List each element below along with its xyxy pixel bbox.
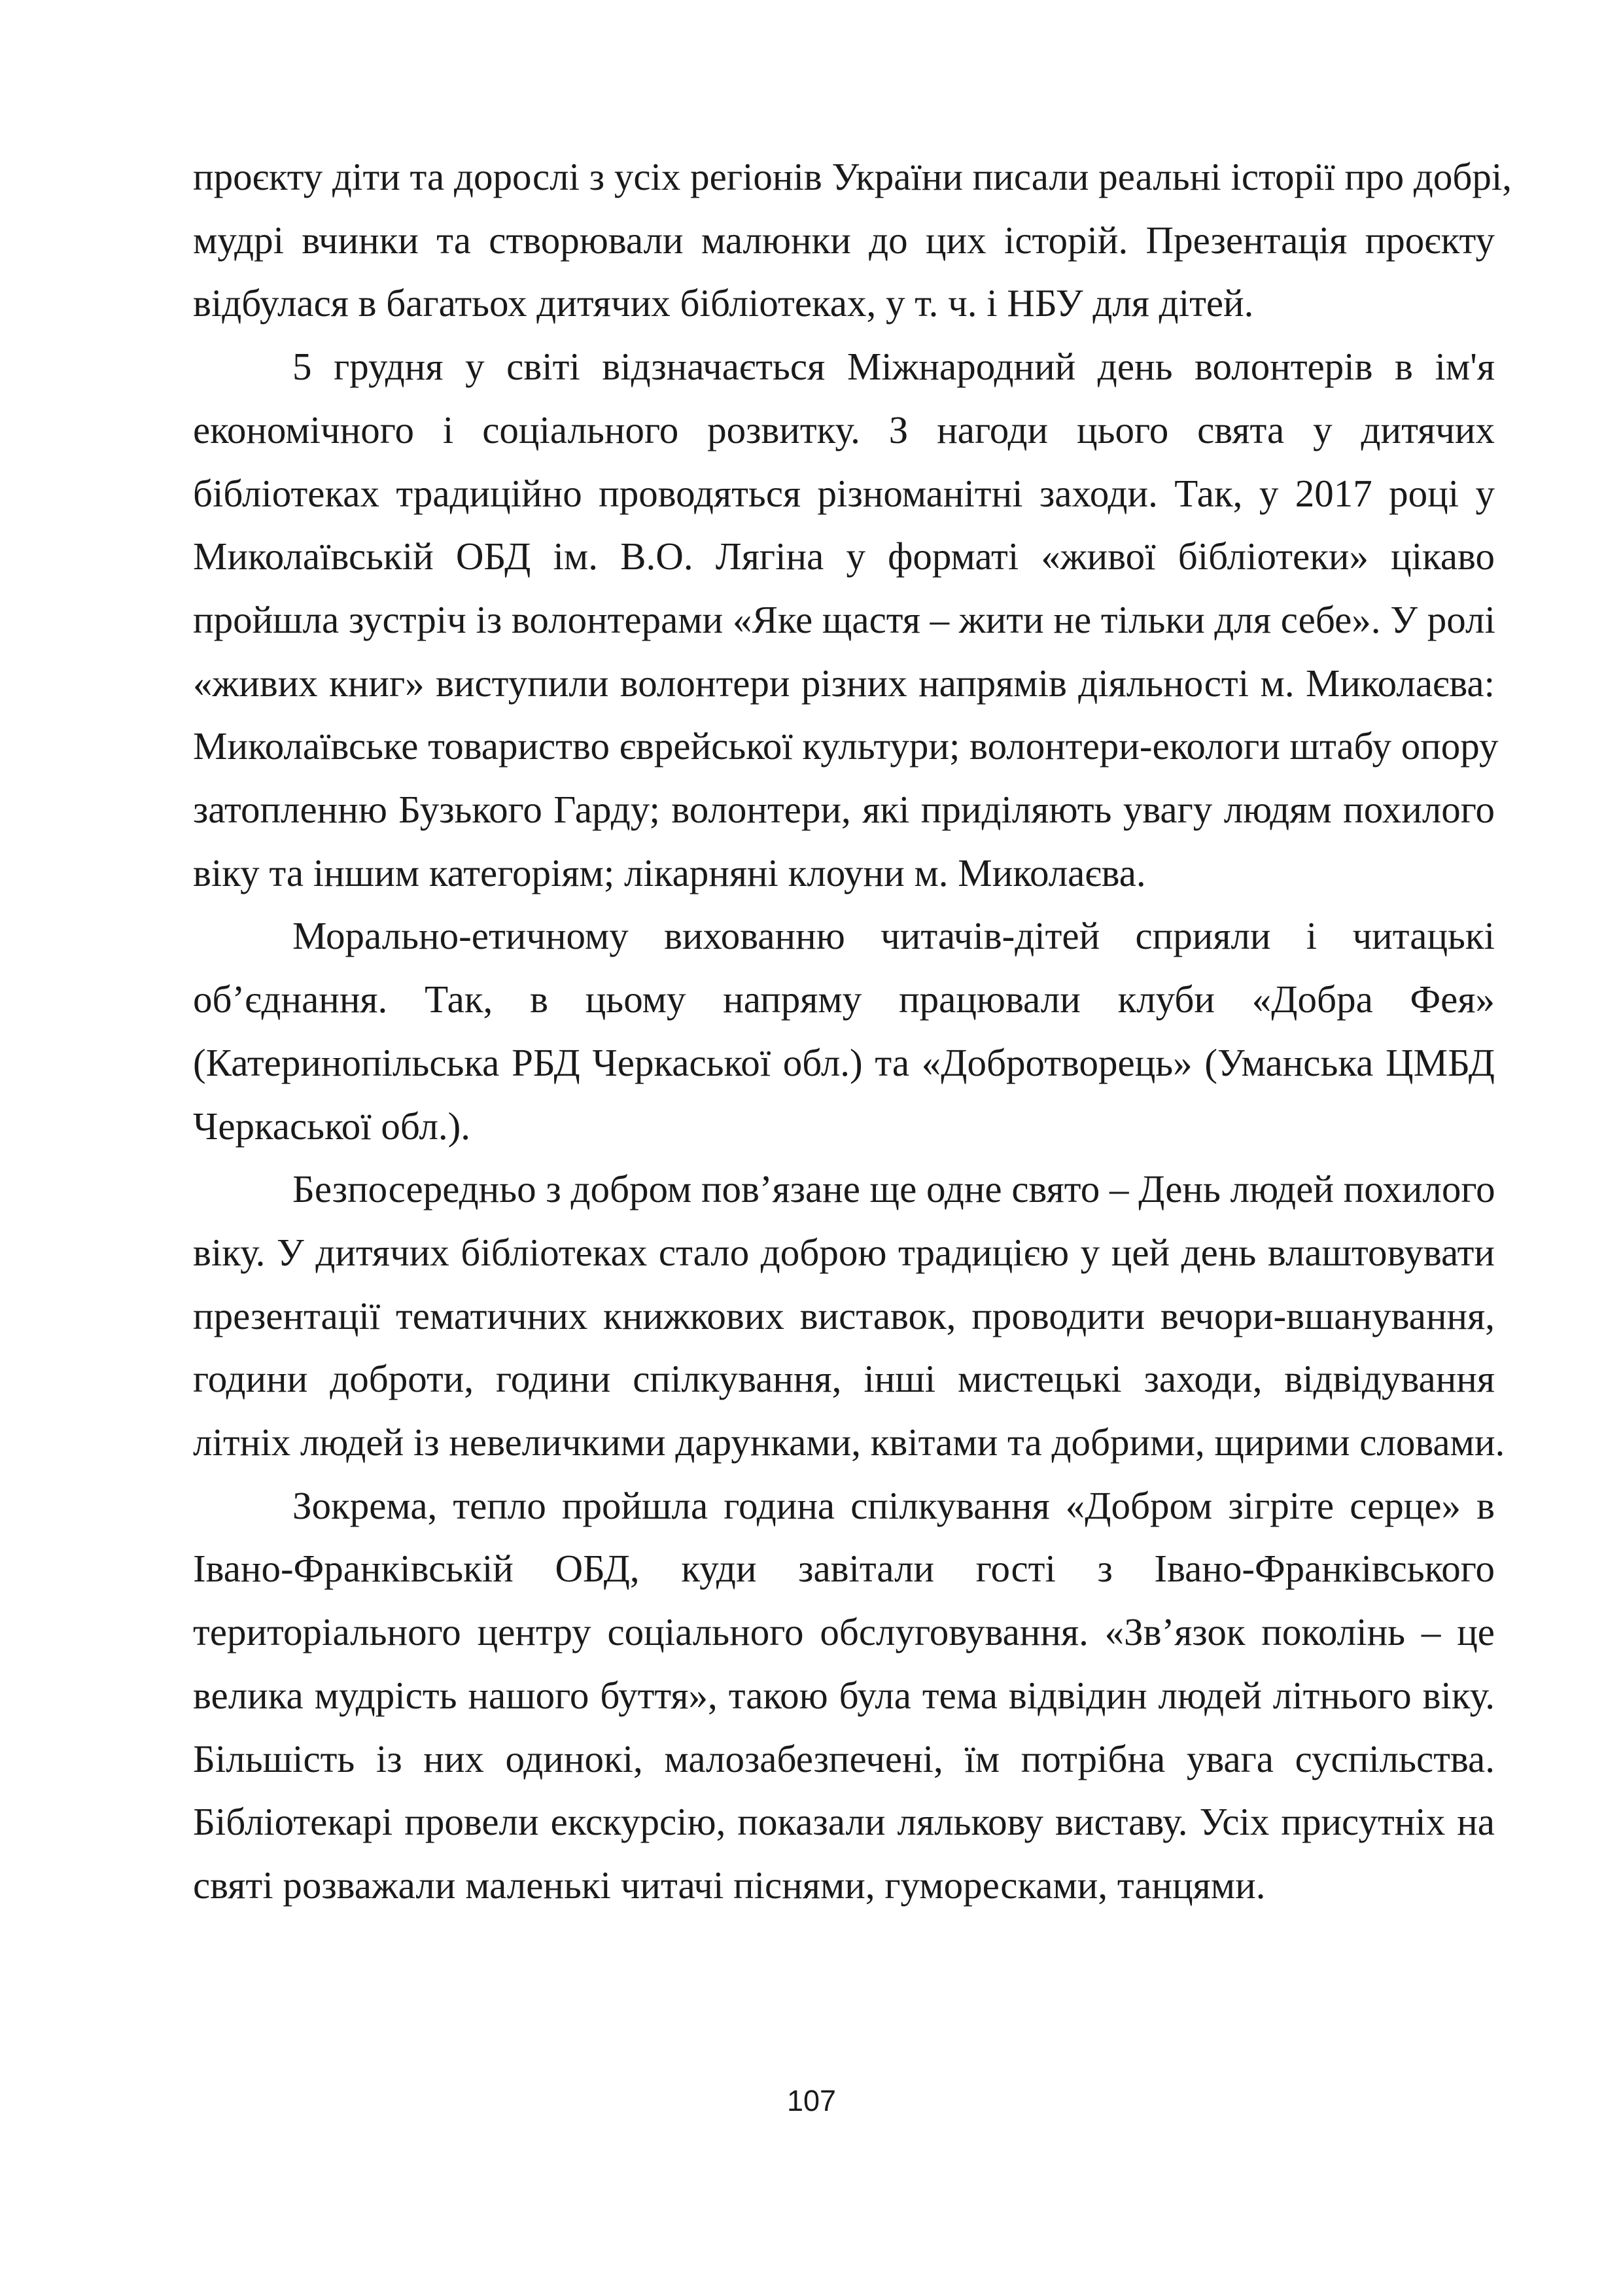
- paragraph-5: [193, 1474, 1495, 1917]
- paragraph-3: [193, 904, 1495, 1157]
- paragraph-1: [193, 145, 1512, 335]
- text-line: бібліотеках традиційно проводяться різноманітні заходи. Так, у 2017 році у: [193, 471, 1495, 515]
- text-line: Морально-етичному вихованню читачів-дітей сприяли і читацькі: [292, 914, 1495, 958]
- text-line: мудрі вчинки та створювали малюнки до цих історій. Презентація проєкту: [193, 218, 1495, 262]
- text-line: (Катеринопільська РБД Черкаської обл.) та «Добротворець» (Уманська ЦМБД: [193, 1040, 1495, 1084]
- text-line: економічного і соціального розвитку. З нагоди цього свята у дитячих: [193, 408, 1495, 451]
- text-line: відбулася в багатьох дитячих бібліотеках, у т. ч. і НБУ для дітей.: [193, 281, 1254, 325]
- text-line: Черкаської обл.).: [193, 1104, 471, 1148]
- text-line: об’єднання. Так, в цьому напряму працювали клуби «Добра Фея»: [193, 978, 1495, 1021]
- text-line: Івано-Франківській ОБД, куди завітали гості з Івано-Франківського: [193, 1547, 1495, 1591]
- text-line: проєкту діти та дорослі з усіх регіонів України писали реальні історії про добрі,: [193, 155, 1512, 198]
- text-line: «живих книг» виступили волонтери різних напрямів діяльності м. Миколаєва:: [193, 661, 1495, 705]
- text-line: літніх людей із невеличкими дарунками, квітами та добрими, щирими словами.: [193, 1421, 1505, 1464]
- text-line: 5 грудня у світі відзначається Міжнародний день волонтерів в ім'я: [292, 345, 1495, 389]
- text-line: Миколаївське товариство єврейської культури; волонтери-екологи штабу опору: [193, 724, 1499, 768]
- text-line: Бібліотекарі провели екскурсію, показали лялькову виставу. Усіх присутніх на: [193, 1800, 1495, 1844]
- text-line: Більшість із них одинокі, малозабезпечені, їм потрібна увага суспільства.: [193, 1737, 1495, 1780]
- text-line: велика мудрість нашого буття», такою була тема відвідин людей літнього віку.: [193, 1673, 1495, 1717]
- text-line: затопленню Бузького Гарду; волонтери, які приділяють увагу людям похилого: [193, 788, 1495, 832]
- text-line: Безпосередньо з добром пов’язане ще одне свято – День людей похилого: [292, 1167, 1495, 1211]
- body-text: [193, 145, 1512, 1917]
- text-line: віку та іншим категоріям; лікарняні клоуни м. Миколаєва.: [193, 851, 1146, 894]
- text-line: пройшла зустріч із волонтерами «Яке щастя – жити не тільки для себе». У ролі: [193, 597, 1495, 641]
- paragraph-4: [193, 1157, 1505, 1474]
- text-line: територіального центру соціального обслуговування. «Зв’язок поколінь – це: [193, 1610, 1495, 1654]
- paragraph-2: [193, 335, 1499, 904]
- text-line: святі розважали маленькі читачі піснями, гуморесками, танцями.: [193, 1863, 1266, 1907]
- text-line: години доброти, години спілкування, інші мистецькі заходи, відвідування: [193, 1357, 1495, 1401]
- page-number: 107: [786, 2084, 837, 2117]
- text-line: Зокрема, тепло пройшла година спілкування «Добром зігріте серце» в: [292, 1483, 1495, 1527]
- text-line: віку. У дитячих бібліотеках стало доброю традицією у цей день влаштовувати: [193, 1230, 1495, 1274]
- text-line: презентації тематичних книжкових виставок, проводити вечори-вшанування,: [193, 1294, 1495, 1337]
- text-line: Миколаївській ОБД ім. В.О. Лягіна у форматі «живої бібліотеки» цікаво: [193, 535, 1495, 578]
